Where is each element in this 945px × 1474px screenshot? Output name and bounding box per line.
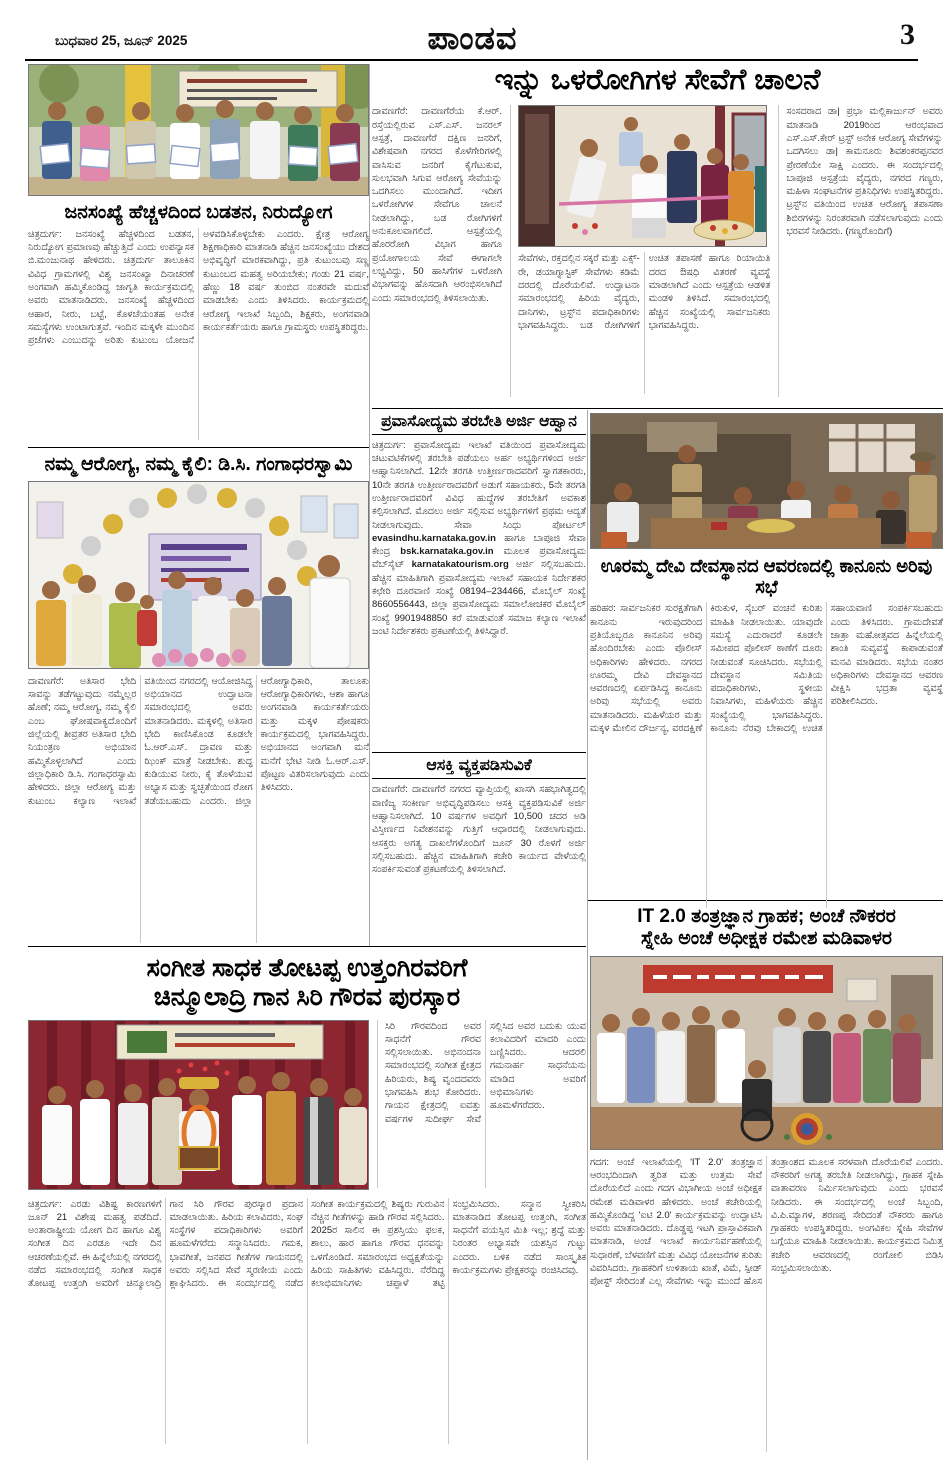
article-interest (372, 757, 586, 945)
article-population (28, 64, 369, 446)
photo-health-campaign-launch (28, 481, 369, 669)
body-text: ಚಿತ್ರದುರ್ಗ: ಪ್ರವಾಸೋದ್ಯಮ ಇಲಾಖೆ ವತಿಯಿಂದ ಪ್ರವಾಸೋದ್ಯಮ ಚಟುವಟಿಕೆಗಳಲ್ಲಿ ತರಬೇತಿ ಪಡೆಯಲು ಅರ್ಹ ಅಭ್ಯರ್ಥಿಗಳಿಂದ ಅರ್ಜಿ ಆಹ್ವಾನಿಸಲಾಗಿದೆ. 12ನೇ ತರಗತಿ ಉತ್ತೀರ್ಣರಾದವರಿಗೆ ಸ್ವಾಗತಕಾರರು, 10ನೇ ತರಗತಿ ಉತ್ತೀರ್ಣರಾದವರಿಗೆ ಅಡುಗೆ ಸಹಾಯಕರು, 5ನೇ ತರಗತಿ ಉತ್ತೀರ್ಣರಾದವರಿಗೆ ವಿವಿಧ ಹುದ್ದೆಗಳ ತರಬೇತಿಗೆ ಅವಕಾಶ ಕಲ್ಪಿಸಲಾಗಿದೆ. ಮೊದಲು ಅರ್ಜಿ ಸಲ್ಲಿಸುವ ಅಭ್ಯರ್ಥಿಗಳಿಗೆ ಪ್ರಥಮ ಆದ್ಯತೆ ನೀಡಲಾಗುವುದು. ಸೇವಾ ಸಿಂಧು ಪೋರ್ಟಲ್ (372, 439, 586, 531)
article-body-right-col: ಸಂಸದರಾದ ಡಾ| ಪ್ರಭಾ ಮಲ್ಲಿಕಾರ್ಜುನ್ ಅವರು ಮಾತನಾಡಿ 2019ರಿಂದ ಆರಂಭವಾದ ಎಸ್.ಎಸ್.ಕೇರ್ ಟ್ರಸ್ಟ್ ಅನೇಕ ಆರೋಗ್ಯ ಸೇವೆಗಳನ್ನು ಒದಗಿಸಲು ಡಾ| ಕಾಮನೂರು ಶಿವಶಂಕರಪ್ಪನವರ ಪ್ರೇರಣೆಯೇ ಸಾಕ್ಷಿ ಎಂದರು. ಈ ಸಂದರ್ಭದಲ್ಲಿ ಬಾಪೂಜಿ ಆಸ್ಪತ್ರೆಯ ವೈದ್ಯರು, ನಗರದ ಗಣ್ಯರು, ಮಹಿಳಾ ಸಂಘಟನೆಗಳ ಪ್ರತಿನಿಧಿಗಳು ಉಪಸ್ಥಿತರಿದ್ದರು. ಟ್ರಸ್ಟ್‌ನ ವತಿಯಿಂದ ಉಚಿತ ಆರೋಗ್ಯ ತಪಾಸಣಾ ಶಿಬಿರಗಳನ್ನು ನಿರಂತರವಾಗಿ ನಡೆಸಲಾಗುವುದು ಎಂದು ಭರವಸೆ ನೀಡಿದರು. (ಗಣ್ಯರೊಂದಿಗೆ) (778, 105, 943, 397)
headline-line1: ಸಂಗೀತ ಸಾಧಕ ತೋಟಪ್ಪ ಉತ್ತಂಗಿರವರಿಗೆ (146, 954, 468, 982)
body-text: ಮೂಲಕ ಪ್ರವಾಸೋದ್ಯಮ ವೆಬ್‌ಸೈಟ್ (372, 546, 586, 571)
article-body (372, 439, 586, 745)
article-body: ಹರಿಹರ: ಸಾರ್ವಜನಿಕರ ಸುರಕ್ಷತೆಗಾಗಿ ಕಾನೂನು ಇರುವುದರಿಂದ ಪ್ರತಿಯೊಬ್ಬರೂ ಕಾನೂನಿನ ಅರಿವು ಹೊಂದಿರಬೇಕು ಎಂದು ಪೊಲೀಸ್ ಅಧಿಕಾರಿಗಳು ಹೇಳಿದರು. ನಗರದ ಊರಮ್ಮ ದೇವಿ ದೇವಸ್ಥಾನದ ಆವರಣದಲ್ಲಿ ಏರ್ಪಡಿಸಿದ್ದ ಕಾನೂನು ಅರಿವು ಸಭೆಯಲ್ಲಿ ಅವರು ಮಾತನಾಡಿದರು. ಮಹಿಳೆಯರ ಮತ್ತು ಮಕ್ಕಳ ಮೇಲಿನ ದೌರ್ಜನ್ಯ, ವರದಕ್ಷಿಣೆ ಕಿರುಕುಳ, ಸೈಬರ್ ವಂಚನೆ ಕುರಿತು ಮಾಹಿತಿ ನೀಡಲಾಯಿತು. ಯಾವುದೇ ಸಮಸ್ಯೆ ಎದುರಾದರೆ ಕೂಡಲೇ ಸಮೀಪದ ಪೊಲೀಸ್ ಠಾಣೆಗೆ ದೂರು ನೀಡುವಂತೆ ಸೂಚಿಸಿದರು. ಸಭೆಯಲ್ಲಿ ದೇವಸ್ಥಾನ ಸಮಿತಿಯ ಪದಾಧಿಕಾರಿಗಳು, ಸ್ಥಳೀಯ ನಿವಾಸಿಗಳು, ಮಹಿಳೆಯರು ಹೆಚ್ಚಿನ ಸಂಖ್ಯೆಯಲ್ಲಿ ಭಾಗವಹಿಸಿದ್ದರು. ಕಾನೂನು ನೆರವು ಬೇಕಾದಲ್ಲಿ ಉಚಿತ ಸಹಾಯವಾಣಿ ಸಂಪರ್ಕಿಸಬಹುದು ಎಂದು ತಿಳಿಸಿದರು. ಗ್ರಾಮದೇವತೆ ಜಾತ್ರಾ ಮಹೋತ್ಸವದ ಹಿನ್ನೆಲೆಯಲ್ಲಿ ಶಾಂತಿ ಸುವ್ಯವಸ್ಥೆ ಕಾಪಾಡುವಂತೆ ಮನವಿ ಮಾಡಿದರು. ಸಭೆಯ ನಂತರ ಅಧಿಕಾರಿಗಳು ದೇವಸ್ಥಾನದ ಆವರಣ ವೀಕ್ಷಿಸಿ ಭದ್ರತಾ ವ್ಯವಸ್ಥೆ ಪರಿಶೀಲಿಸಿದರು. (590, 603, 943, 735)
article-headline: ನಮ್ಮ ಆರೋಗ್ಯ, ನಮ್ಮ ಕೈಲಿ: ಡಿ.ಸಿ. ಗಂಗಾಧರಸ್ವಾಮಿ (44, 454, 353, 475)
article-headline (590, 906, 943, 950)
section-divider (28, 946, 586, 947)
column-divider (587, 410, 588, 1460)
photo-ribbon-cutting-ceremony (518, 105, 767, 247)
headline-line1: IT 2.0 ತಂತ್ರಜ್ಞಾನ ಗ್ರಾಹಕ; ಅಂಚೆ ನೌಕರರ (637, 906, 896, 927)
article-headline (28, 954, 586, 1012)
article-body: ದಾವಣಗೆರೆ: ದಾವಣಗೆರೆ ನಗರದ ವ್ಯಾಪ್ತಿಯಲ್ಲಿ ಖಾಸಗಿ ಸಹಭಾಗಿತ್ವದಲ್ಲಿ ವಾಣಿಜ್ಯ ಸಂಕೀರ್ಣ ಅಭಿವೃದ್ಧಿಪಡಿಸಲು ಆಸಕ್ತಿ ವ್ಯಕ್ತಪಡಿಸುವಿಕೆ ಅರ್ಜಿ ಆಹ್ವಾನಿಸಲಾಗಿದೆ. 10 ವರ್ಷಗಳ ಅವಧಿಗೆ 10,500 ಚದರ ಅಡಿ ವಿಸ್ತೀರ್ಣದ ನಿವೇಶನವನ್ನು ಗುತ್ತಿಗೆ ಆಧಾರದಲ್ಲಿ ನೀಡಲಾಗುವುದು. ಆಸಕ್ತರು ಅಗತ್ಯ ದಾಖಲೆಗಳೊಂದಿಗೆ ಜೂನ್ 30 ರೊಳಗೆ ಅರ್ಜಿ ಸಲ್ಲಿಸಬಹುದು. ಹೆಚ್ಚಿನ ಮಾಹಿತಿಗಾಗಿ ಕಚೇರಿ ಕಾರ್ಯದ ವೇಳೆಯಲ್ಲಿ ಸಂಪರ್ಕಿಸುವಂತೆ ಪ್ರಕಟಣೆಯಲ್ಲಿ ತಿಳಿಸಲಾಗಿದೆ. (372, 784, 586, 876)
article-center-column (510, 105, 770, 397)
header-divider (25, 59, 918, 61)
photo-population-awareness-group (28, 64, 369, 196)
article-body: ಗದಗ: ಅಂಚೆ ಇಲಾಖೆಯಲ್ಲಿ 'IT 2.0' ತಂತ್ರಜ್ಞಾನ ಆರಂಭದಿಂದಾಗಿ ತ್ವರಿತ ಮತ್ತು ಉತ್ತಮ ಸೇವೆ ದೊರೆಯಲಿದೆ ಎಂದು ಗದಗ ವಿಭಾಗೀಯ ಅಂಚೆ ಅಧೀಕ್ಷಕ ರಮೇಶ ಮಡಿವಾಳರ ಹೇಳಿದರು. ಅಂಚೆ ಕಚೇರಿಯಲ್ಲಿ ಹಮ್ಮಿಕೊಂಡಿದ್ದ 'ಐಟಿ 2.0' ಕಾರ್ಯಕ್ರಮವನ್ನು ಉದ್ಘಾಟಿಸಿ ಅವರು ಮಾತನಾಡಿದರು. ದೊಡ್ಡಪ್ಪ ಇಟಗಿ ಪ್ರಾಸ್ತಾವಿಕವಾಗಿ ಮಾತನಾಡಿ, ಅಂಚೆ ಇಲಾಖೆ ಕಾರ್ಯನಿರ್ವಹಣೆಯಲ್ಲಿ ಸುಧಾರಣೆ, ಬೆಳವಣಿಗೆ ಮತ್ತು ವಿವಿಧ ಯೋಜನೆಗಳ ಕುರಿತು ವಿವರಿಸಿದರು. ಗ್ರಾಹಕರಿಗೆ ಉಳಿತಾಯ ಖಾತೆ, ವಿಮೆ, ಸ್ಪೀಡ್ ಪೋಸ್ಟ್ ಸೇರಿದಂತೆ ಎಲ್ಲ ಸೇವೆಗಳು ಇನ್ನು ಮುಂದೆ ಹೊಸ ತಂತ್ರಾಂಶದ ಮೂಲಕ ಸರಳವಾಗಿ ದೊರೆಯಲಿವೆ ಎಂದರು. ನೌಕರರಿಗೆ ಅಗತ್ಯ ತರಬೇತಿ ನೀಡಲಾಗಿದ್ದು, ಗ್ರಾಹಕ ಸ್ನೇಹಿ ವಾತಾವರಣ ನಿರ್ಮಿಸಲಾಗುವುದು ಎಂದು ಭರವಸೆ ನೀಡಿದರು. ಈ ಸಂದರ್ಭದಲ್ಲಿ ಅಂಚೆ ಸಿಬ್ಬಂದಿ, ವಿ.ಪಿ.ಮ್ಯಾಗಳ, ಶರಣಪ್ಪ ಸೇರಿದಂತೆ ನೌಕರರು ಹಾಗೂ ಗ್ರಾಹಕರು ಉಪಸ್ಥಿತರಿದ್ದರು. ಅಂಗವಿಕಲ ಸ್ನೇಹಿ ಸೇವೆಗಳ ಬಗ್ಗೆಯೂ ಮಾಹಿತಿ ನೀಡಲಾಯಿತು. ಕಾರ್ಯಕ್ರಮದ ನಿಮಿತ್ತ ಕಚೇರಿ ಆವರಣದಲ್ಲಿ ರಂಗೋಲಿ ಬಿಡಿಸಿ ಸಂಭ್ರಮಿಸಲಾಯಿತು. (590, 1156, 943, 1288)
article-health (28, 452, 369, 946)
article-it-postoffice (590, 904, 943, 1460)
article-body: ಚಿತ್ರದುರ್ಗ: ಎರಡು ವಿಶಿಷ್ಟ ಕಾರಣಗಳಿಗೆ ಜೂನ್ 21 ವಿಶೇಷ ಮಹತ್ವ ಪಡೆದಿದೆ. ಅಂತಾರಾಷ್ಟ್ರೀಯ ಯೋಗ ದಿನ ಹಾಗೂ ವಿಶ್ವ ಸಂಗೀತ ದಿನ ಎರಡೂ ಇದೇ ದಿನ ಆಚರಣೆಯಲ್ಲಿವೆ. ಈ ಹಿನ್ನೆಲೆಯಲ್ಲಿ ನಗರದಲ್ಲಿ ನಡೆದ ಸಮಾರಂಭದಲ್ಲಿ ಸಂಗೀತ ಸಾಧಕ ತೋಟಪ್ಪ ಉತ್ತಂಗಿ ಅವರಿಗೆ ಚಿನ್ಮೂಲಾದ್ರಿ ಗಾನ ಸಿರಿ ಗೌರವ ಪುರಸ್ಕಾರ ಪ್ರದಾನ ಮಾಡಲಾಯಿತು. ಹಿರಿಯ ಕಲಾವಿದರು, ಸಂಘ ಸಂಸ್ಥೆಗಳ ಪದಾಧಿಕಾರಿಗಳು ಅವರಿಗೆ ಹೂಮಳೆಗರೆದು ಸನ್ಮಾನಿಸಿದರು. ಗಮಕ, ಭಾವಗೀತೆ, ಜನಪದ ಗೀತೆಗಳ ಗಾಯನದಲ್ಲಿ ಅವರು ಸಲ್ಲಿಸಿದ ಸೇವೆ ಸ್ಮರಣೀಯ ಎಂದು ಶ್ಲಾಘಿಸಿದರು. ಈ ಸಂದರ್ಭದಲ್ಲಿ ನಡೆದ ಸಂಗೀತ ಕಾರ್ಯಕ್ರಮದಲ್ಲಿ ಶಿಷ್ಯರು ಗುರುವಿನ ನೆಚ್ಚಿನ ಗೀತೆಗಳನ್ನು ಹಾಡಿ ಗೌರವ ಸಲ್ಲಿಸಿದರು. 2025ರ ಸಾಲಿನ ಈ ಪ್ರಶಸ್ತಿಯು ಫಲಕ, ಶಾಲು, ಹಾರ ಹಾಗೂ ಗೌರವ ಧನವನ್ನು ಒಳಗೊಂಡಿದೆ. ಸಮಾರಂಭದ ಅಧ್ಯಕ್ಷತೆಯನ್ನು ಹಿರಿಯ ಸಾಹಿತಿಗಳು ವಹಿಸಿದ್ದರು. ನೆರೆದಿದ್ದ ಕಲಾಭಿಮಾನಿಗಳು ಚಪ್ಪಾಳೆ ತಟ್ಟಿ ಸಂಭ್ರಮಿಸಿದರು. ಸನ್ಮಾನ ಸ್ವೀಕರಿಸಿ ಮಾತನಾಡಿದ ತೋಟಪ್ಪ ಉತ್ತಂಗಿ, ಸಂಗೀತ ಸಾಧನೆಗೆ ವಯಸ್ಸಿನ ಮಿತಿ ಇಲ್ಲ; ಶ್ರದ್ಧೆ ಮತ್ತು ನಿರಂತರ ಅಭ್ಯಾಸವೇ ಯಶಸ್ಸಿನ ಗುಟ್ಟು ಎಂದರು. ಬಳಿಕ ನಡೆದ ಸಾಂಸ್ಕೃತಿಕ ಕಾರ್ಯಕ್ರಮಗಳು ಪ್ರೇಕ್ಷಕರನ್ನು ರಂಜಿಸಿದವು. (28, 1198, 586, 1290)
portal-url-text: bsk.karnataka.gov.in (400, 546, 494, 558)
photo-felicitation-ceremony (28, 1020, 369, 1190)
body-text: ಹಾಗೂ ಬಾಪೂಜಿ ಸೇವಾ ಕೇಂದ್ರ (372, 532, 586, 558)
body-text: ಅರ್ಜಿ ಸಲ್ಲಿಸಬಹುದು. ಹೆಚ್ಚಿನ ಮಾಹಿತಿಗಾಗಿ ಪ್ರವಾಸೋದ್ಯಮ ಇಲಾಖೆ ಸಹಾಯಕ ನಿರ್ದೇಶಕರ ಕಛೇರಿ ದೂರವಾಣಿ ಸಂಖ್ಯೆ 08194–234466, ಮೊಬೈಲ್ ಸಂಖ್ಯೆ 8660556443, ಜಿಲ್ಲಾ ಪ್ರವಾಸೋದ್ಯಮ ಸಮಾಲೋಚಕರ ಮೊಬೈಲ್ ಸಂಖ್ಯೆ 9901948850 ಕರೆ ಮಾಡುವಂತೆ ಸಮಾಜ ಕಲ್ಯಾಣ ಇಲಾಖೆ ಜಂಟಿ ನಿರ್ದೇಶಕರು ಪ್ರಕಟಣೆಯಲ್ಲಿ ತಿಳಿಸಿದ್ದಾರೆ. (372, 559, 586, 637)
article-main-hospital (372, 64, 943, 408)
headline-line2: ಚಿನ್ಮೂಲಾದ್ರಿ ಗಾನ ಸಿರಿ ಗೌರವ ಪುರಸ್ಕಾರ (153, 982, 461, 1011)
article-headline: ಜನಸಂಖ್ಯೆ ಹೆಚ್ಚಳದಿಂದ ಬಡತನ, ನಿರುದ್ಯೋಗ (64, 202, 333, 223)
article-body: ಚಿತ್ರದುರ್ಗ: ಜನಸಂಖ್ಯೆ ಹೆಚ್ಚಳದಿಂದ ಬಡತನ, ನಿರುದ್ಯೋಗ ಪ್ರಮಾಣವು ಹೆಚ್ಚುತ್ತಿದೆ ಎಂದು ಉಪನ್ಯಾಸಕ ಬಿ.ಮಂಜುನಾಥ ಹೇಳಿದರು. ಚಿತ್ರದುರ್ಗ ತಾಲೂಕಿನ ವಿವಿಧ ಗ್ರಾಮಗಳಲ್ಲಿ ವಿಶ್ವ ಜನಸಂಖ್ಯಾ ದಿನಾಚರಣೆ ಅಂಗವಾಗಿ ಹಮ್ಮಿಕೊಂಡಿದ್ದ ಜಾಗೃತಿ ಕಾರ್ಯಕ್ರಮದಲ್ಲಿ ಅವರು ಮಾತನಾಡಿದರು. ಜನಸಂಖ್ಯೆ ಹೆಚ್ಚಳದಿಂದ ಆಹಾರ, ನೀರು, ಬಟ್ಟೆ, ಕೊಳಚೆಯಂತಹ ಅನೇಕ ಸಮಸ್ಯೆಗಳು ಉಂಟಾಗುತ್ತವೆ. ಇಂದಿನ ಮಕ್ಕಳೇ ಮುಂದಿನ ಪ್ರಜೆಗಳು ಎಂಬುದನ್ನು ಅರಿತು ಕುಟುಂಬ ಯೋಜನೆ ಅಳವಡಿಸಿಕೊಳ್ಳಬೇಕು ಎಂದರು. ಕ್ಷೇತ್ರ ಆರೋಗ್ಯ ಶಿಕ್ಷಣಾಧಿಕಾರಿ ಮಾತನಾಡಿ ಹೆಚ್ಚಿನ ಜನಸಂಖ್ಯೆಯು ದೇಶದ ಅಭಿವೃದ್ಧಿಗೆ ಮಾರಕವಾಗಿದ್ದು, ಪ್ರತಿ ಕುಟುಂಬವು ಸಣ್ಣ ಕುಟುಂಬದ ಮಹತ್ವ ಅರಿಯಬೇಕು; ಗಂಡು 21 ವರ್ಷ, ಹೆಣ್ಣು 18 ವರ್ಷ ತುಂಬಿದ ನಂತರವೇ ಮದುವೆ ಮಾಡಬೇಕು ಎಂದು ತಿಳಿಸಿದರು. ಕಾರ್ಯಕ್ರಮದಲ್ಲಿ ಆರೋಗ್ಯ ಇಲಾಖೆ ಸಿಬ್ಬಂದಿ, ಶಿಕ್ಷಕರು, ಅಂಗನವಾಡಿ ಕಾರ್ಯಕರ್ತೆಯರು ಹಾಗೂ ಗ್ರಾಮಸ್ಥರು ಉಪಸ್ಥಿತರಿದ್ದರು. (28, 228, 369, 347)
article-side-body: ಸಿರಿ ಗೌರವದಿಂದ ಅವರ ಸಾಧನೆಗೆ ಗೌರವ ಸಲ್ಲಿಸಲಾಯಿತು. ಅಭಿನಂದನಾ ಸಮಾರಂಭದಲ್ಲಿ ಸಂಗೀತ ಕ್ಷೇತ್ರದ ಹಿರಿಯರು, ಶಿಷ್ಯ ವೃಂದದವರು ಭಾಗವಹಿಸಿ ಶುಭ ಕೋರಿದರು. ಗಾಯನ ಕ್ಷೇತ್ರದಲ್ಲಿ ಐವತ್ತು ವರ್ಷಗಳ ಸುದೀರ್ಘ ಸೇವೆ ಸಲ್ಲಿಸಿದ ಅವರ ಬದುಕು ಯುವ ಕಲಾವಿದರಿಗೆ ಮಾದರಿ ಎಂದು ಬಣ್ಣಿಸಿದರು. ಆದರಲಿ ಗಮನಾರ್ಹ ಸಾಧನೆಯನು ಮಾಡಿದ ಅವರಿಗೆ ಅಭಿಮಾನಿಗಳು ಹೂಮಳೆಗರೆದರು. (377, 1020, 586, 1188)
masthead-title: ಪಾಂಡವ (427, 20, 518, 56)
article-law-awareness (590, 413, 943, 897)
article-music-award (28, 950, 586, 1460)
article-headline: ಆಸಕ್ತಿ ವ್ಯಕ್ತಪಡಿಸುವಿಕೆ (372, 757, 586, 779)
column-divider (369, 64, 370, 946)
portal-url-text: karnatakatourism.org (411, 559, 509, 571)
article-body: ದಾವಣಗೆರೆ: ಅತಿಸಾರ ಭೇದಿ ಸಾವನ್ನು ತಡೆಗಟ್ಟುವುದು ನಮ್ಮೆಲ್ಲರ ಹೊಣೆ; ನಮ್ಮ ಆರೋಗ್ಯ, ನಮ್ಮ ಕೈಲಿ ಎಂಬ ಘೋಷವಾಕ್ಯದೊಂದಿಗೆ ಜಿಲ್ಲೆಯಲ್ಲಿ ತೀವ್ರತರ ಅತಿಸಾರ ಭೇದಿ ನಿಯಂತ್ರಣ ಅಭಿಯಾನ ಹಮ್ಮಿಕೊಳ್ಳಲಾಗಿದೆ ಎಂದು ಜಿಲ್ಲಾಧಿಕಾರಿ ಡಿ.ಸಿ. ಗಂಗಾಧರಸ್ವಾಮಿ ಹೇಳಿದರು. ಜಿಲ್ಲಾ ಆರೋಗ್ಯ ಮತ್ತು ಕುಟುಂಬ ಕಲ್ಯಾಣ ಇಲಾಖೆ ವತಿಯಿಂದ ನಗರದಲ್ಲಿ ಆಯೋಜಿಸಿದ್ದ ಅಭಿಯಾನದ ಉದ್ಘಾಟನಾ ಸಮಾರಂಭದಲ್ಲಿ ಅವರು ಮಾತನಾಡಿದರು. ಮಕ್ಕಳಲ್ಲಿ ಅತಿಸಾರ ಭೇದಿ ಕಾಣಿಸಿಕೊಂಡ ಕೂಡಲೇ ಓ.ಆರ್.ಎಸ್. ದ್ರಾವಣ ಮತ್ತು ಝಿಂಕ್ ಮಾತ್ರೆ ನೀಡಬೇಕು. ಶುದ್ಧ ಕುಡಿಯುವ ನೀರು, ಕೈ ತೊಳೆಯುವ ಅಭ್ಯಾಸ ಮತ್ತು ಸ್ವಚ್ಛತೆಯಿಂದ ರೋಗ ತಡೆಯಬಹುದು ಎಂದರು. ಜಿಲ್ಲಾ ಆರೋಗ್ಯಾಧಿಕಾರಿ, ತಾಲೂಕು ಆರೋಗ್ಯಾಧಿಕಾರಿಗಳು, ಆಶಾ ಹಾಗೂ ಅಂಗನವಾಡಿ ಕಾರ್ಯಕರ್ತೆಯರು ಮತ್ತು ಮಕ್ಕಳ ಪೋಷಕರು ಕಾರ್ಯಕ್ರಮದಲ್ಲಿ ಭಾಗವಹಿಸಿದ್ದರು. ಅಭಿಯಾನದ ಅಂಗವಾಗಿ ಮನೆ ಮನೆಗೆ ಭೇಟಿ ನೀಡಿ ಓ.ಆರ್.ಎಸ್. ಪೊಟ್ಟಣ ವಿತರಿಸಲಾಗುವುದು ಎಂದು ತಿಳಿಸಿದರು. (28, 675, 369, 807)
article-headline: ಇನ್ನು ಒಳರೋಗಿಗಳ ಸೇವೆಗೆ ಚಾಲನೆ (494, 64, 821, 96)
photo-police-awareness-meeting (590, 413, 943, 549)
article-headline: ಊರಮ್ಮ ದೇವಿ ದೇವಸ್ಥಾನದ ಆವರಣದಲ್ಲಿ ಕಾನೂನು ಅರಿವು ಸಭೆ (600, 556, 933, 597)
article-body-col1: ದಾವಣಗೆರೆ: ದಾವಣಗೆರೆಯ ಕೆ.ಆರ್. ರಸ್ತೆಯಲ್ಲಿರುವ ಎಸ್.ಎಸ್. ಜನರಲ್ ಆಸ್ಪತ್ರೆ, ದಾವಣಗೆರೆ ದಕ್ಷಿಣ ಜನರಿಗೆ, ವಿಶೇಷವಾಗಿ ನಗರದ ಕೊಳೆಗೇರಿಗಳಲ್ಲಿ ವಾಸಿಸುವ ಜನರಿಗೆ ಕೈಗೆಟುಕುವ, ಸುಲಭವಾಗಿ ಸಿಗುವ ಆರೋಗ್ಯ ಸೇವೆಯನ್ನು ಒದಗಿಸಲು ಮುಂದಾಗಿದೆ. ಇದೀಗ ಒಳರೋಗಿಗಳ ಸೇವೆಗೂ ಚಾಲನೆ ನೀಡಲಾಗಿದ್ದು, ಬಡ ರೋಗಿಗಳಿಗೆ ಅನುಕೂಲವಾಗಲಿದೆ. ಆಸ್ಪತ್ರೆಯಲ್ಲಿ ಹೊರರೋಗಿ ವಿಭಾಗ ಹಾಗೂ ಪ್ರಯೋಗಾಲಯ ಸೇವೆ ಈಗಾಗಲೇ ಲಭ್ಯವಿದ್ದು, 50 ಹಾಸಿಗೆಗಳ ಒಳರೋಗಿ ವಿಭಾಗವನ್ನು ಹೊಸದಾಗಿ ಆರಂಭಿಸಲಾಗಿದೆ ಎಂದು ಸಮಾರಂಭದಲ್ಲಿ ತಿಳಿಸಲಾಯಿತು. (372, 106, 503, 304)
photo-postoffice-group (590, 956, 943, 1150)
article-body-under-photo: ಸೇವೆಗಳು, ರಕ್ತದಲ್ಲಿನ ಸಕ್ಕರೆ ಮತ್ತು ಎಕ್ಸ್-ರೇ, ಡಯಾಗ್ನಾಸ್ಟಿಕ್ ಸೇವೆಗಳು ಕಡಿಮೆ ದರದಲ್ಲಿ ದೊರೆಯಲಿವೆ. ಉದ್ಘಾಟನಾ ಸಮಾರಂಭದಲ್ಲಿ ಹಿರಿಯ ವೈದ್ಯರು, ದಾನಿಗಳು, ಟ್ರಸ್ಟ್‌ನ ಪದಾಧಿಕಾರಿಗಳು ಭಾಗವಹಿಸಿದ್ದರು. ಬಡ ರೋಗಿಗಳಿಗೆ ಉಚಿತ ತಪಾಸಣೆ ಹಾಗೂ ರಿಯಾಯಿತಿ ದರದ ಔಷಧಿ ವಿತರಣೆ ವ್ಯವಸ್ಥೆ ಮಾಡಲಾಗಿದೆ ಎಂದು ಆಸ್ಪತ್ರೆಯ ಆಡಳಿತ ಮಂಡಳಿ ತಿಳಿಸಿದೆ. ಸಮಾರಂಭದಲ್ಲಿ ಹೆಚ್ಚಿನ ಸಂಖ್ಯೆಯಲ್ಲಿ ಸಾರ್ವಜನಿಕರು ಭಾಗವಹಿಸಿದ್ದರು. (518, 253, 771, 331)
article-tourism (372, 413, 586, 749)
section-divider (372, 752, 586, 753)
section-divider (372, 408, 943, 409)
edition-date: ಬುಧವಾರ 25, ಜೂನ್ 2025 (55, 33, 188, 48)
page-number: 3 (900, 18, 915, 51)
article-headline: ಪ್ರವಾಸೋದ್ಯಮ ತರಬೇತಿ ಅರ್ಜಿ ಆಹ್ವಾನ (372, 413, 586, 435)
section-divider (28, 447, 369, 448)
headline-line2: ಸ್ನೇಹಿ ಅಂಚೆ ಅಧೀಕ್ಷಕ ರಮೇಶ ಮಡಿವಾಳರ (641, 927, 892, 949)
portal-url-text: evasindhu.karnataka.gov.in (372, 532, 496, 544)
